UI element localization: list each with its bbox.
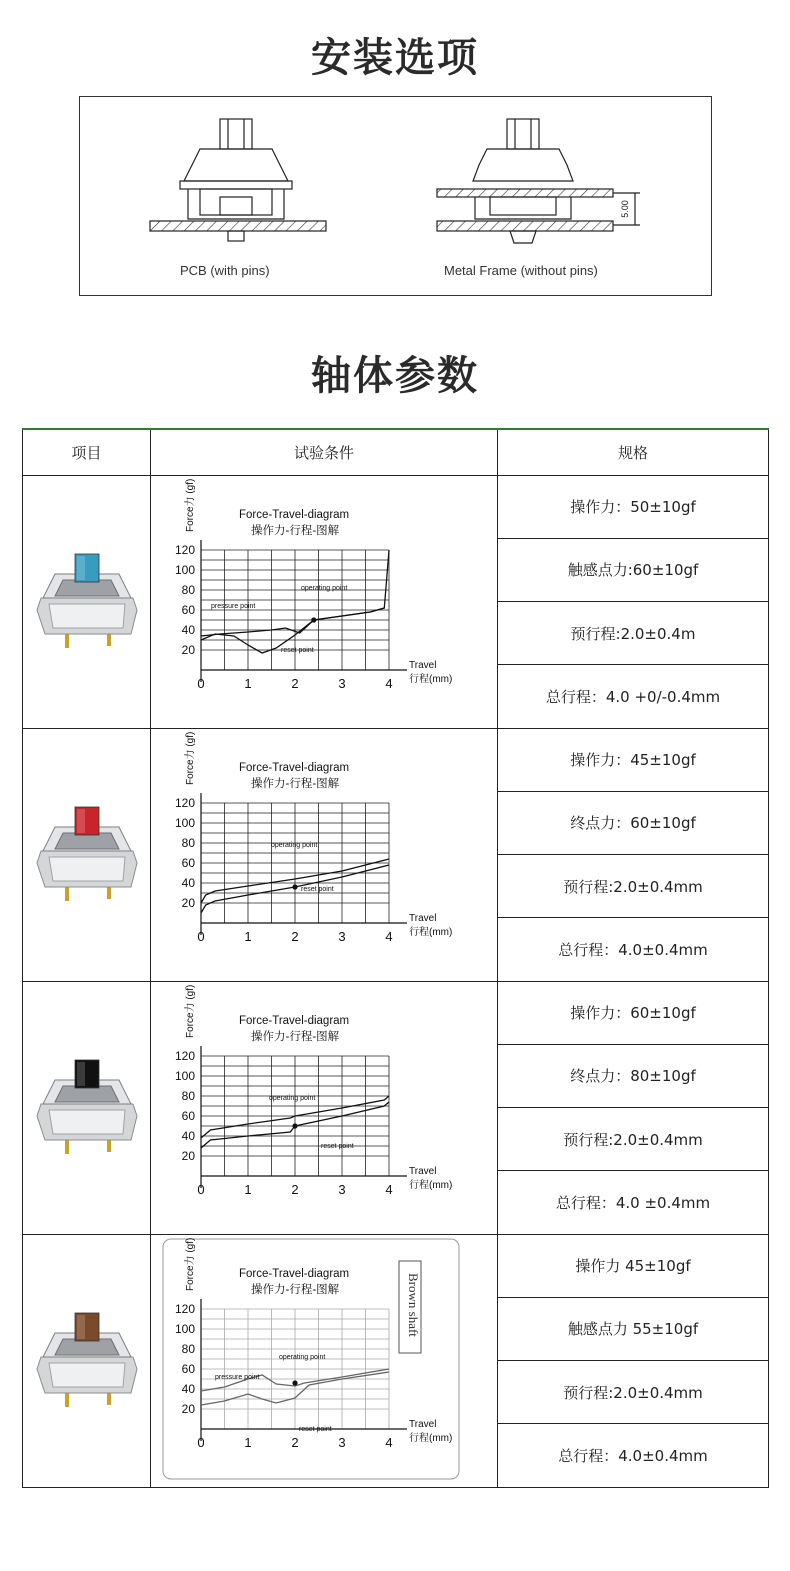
operating-point-marker	[292, 884, 297, 889]
spec-value: 触感点力 55±10gf	[498, 1297, 769, 1360]
x-tick-label: 3	[338, 675, 346, 691]
y-axis-label: Force力 (gf)	[185, 731, 196, 785]
params-section-title: 轴体参数	[311, 353, 479, 399]
operating-point-marker	[292, 1380, 297, 1385]
x-tick-label: 2	[291, 1181, 299, 1197]
force-travel-chart	[151, 982, 491, 1230]
switch-stem-highlight	[77, 556, 85, 580]
x-tick-label: 3	[338, 1434, 346, 1450]
spec-value: 预行程:2.0±0.4mm	[498, 855, 769, 918]
side-label: Brown shaft	[406, 1272, 421, 1337]
pcb-switch-drawing	[150, 119, 326, 241]
spec-value: 总行程：4.0 +0/-0.4mm	[498, 665, 769, 728]
y-tick-label: 120	[174, 542, 195, 557]
x-axis-label-zh: 行程(mm)	[409, 1432, 453, 1444]
chart-title: Force-Travel-diagram	[239, 1267, 350, 1280]
y-tick-label: 40	[181, 1381, 195, 1396]
switch-icon	[27, 540, 147, 660]
spec-value: 终点力：80±10gf	[498, 1044, 769, 1107]
x-tick-label: 0	[197, 1181, 205, 1197]
x-tick-label: 1	[244, 1434, 252, 1450]
spec-value: 操作力：60±10gf	[498, 981, 769, 1044]
force-travel-chart	[151, 1235, 491, 1483]
table-header-row	[23, 429, 769, 475]
pcb-label: PCB (with pins)	[180, 263, 270, 278]
x-tick-label: 2	[291, 1434, 299, 1450]
y-tick-label: 80	[181, 835, 195, 850]
switch-housing-inner	[49, 604, 125, 628]
x-tick-label: 4	[385, 1434, 393, 1450]
x-tick-label: 4	[385, 1181, 393, 1197]
spec-value: 预行程:2.0±0.4mm	[498, 1361, 769, 1424]
chart-subtitle: 操作力-行程-图解	[251, 777, 340, 790]
operating-point-marker	[292, 1123, 297, 1128]
install-options-panel	[79, 96, 712, 296]
spec-value: 预行程:2.0±0.4mm	[498, 1108, 769, 1171]
x-tick-label: 1	[244, 1181, 252, 1197]
series-line	[201, 608, 384, 636]
header-item: 项目	[23, 429, 151, 475]
y-tick-label: 100	[174, 1321, 195, 1336]
switch-top-shade	[55, 580, 119, 596]
x-axis-label: Travel	[409, 912, 437, 924]
header-spec: 规格	[498, 429, 769, 475]
y-tick-label: 100	[174, 815, 195, 830]
x-axis-label-zh: 行程(mm)	[409, 673, 453, 685]
switch-top-shade	[55, 1339, 119, 1355]
table-row	[23, 475, 769, 538]
switch-housing-inner	[49, 1110, 125, 1134]
x-tick-label: 3	[338, 1181, 346, 1197]
x-tick-label: 0	[197, 675, 205, 691]
params-table	[22, 428, 769, 1488]
chart-subtitle: 操作力-行程-图解	[251, 1283, 340, 1296]
chart-annotation: reset point	[299, 1425, 332, 1433]
spec-value: 触感点力:60±10gf	[498, 538, 769, 601]
table-row	[23, 981, 769, 1044]
chart-annotation: operating point	[271, 841, 318, 849]
switch-image-cell	[23, 728, 151, 981]
install-drawing	[80, 97, 713, 297]
switch-stem-highlight	[77, 809, 85, 833]
switch-image-cell	[23, 981, 151, 1234]
x-tick-label: 4	[385, 675, 393, 691]
x-tick-label: 2	[291, 675, 299, 691]
dimension-label: 5.00	[620, 200, 630, 218]
chart-annotation: operating point	[279, 1353, 326, 1361]
switch-stem-highlight	[77, 1062, 85, 1086]
y-tick-label: 40	[181, 1128, 195, 1143]
chart-annotation: pressure point	[211, 602, 256, 610]
chart-annotation: reset point	[321, 1142, 354, 1150]
y-tick-label: 120	[174, 1301, 195, 1316]
y-tick-label: 100	[174, 562, 195, 577]
frame-switch-drawing	[437, 119, 640, 243]
y-tick-label: 40	[181, 622, 195, 637]
switch-housing-inner	[49, 857, 125, 881]
spec-value: 预行程:2.0±0.4m	[498, 602, 769, 665]
operating-point-marker	[311, 617, 316, 622]
switch-stem-highlight	[77, 1315, 85, 1339]
y-axis-label: Force力 (gf)	[185, 478, 196, 532]
switch-icon	[27, 793, 147, 913]
chart-annotation: operating point	[269, 1094, 316, 1102]
x-tick-label: 1	[244, 928, 252, 944]
chart-annotation: reset point	[301, 885, 334, 893]
metal-frame-label: Metal Frame (without pins)	[444, 263, 598, 278]
x-axis-label: Travel	[409, 1165, 437, 1177]
switch-top-shade	[55, 833, 119, 849]
x-tick-label: 2	[291, 928, 299, 944]
y-tick-label: 20	[181, 642, 195, 657]
force-travel-chart-cell	[151, 475, 498, 728]
force-travel-chart-cell	[151, 1234, 498, 1487]
spec-value: 终点力：60±10gf	[498, 791, 769, 854]
table-row	[23, 728, 769, 791]
x-tick-label: 0	[197, 928, 205, 944]
x-axis-label-zh: 行程(mm)	[409, 926, 453, 938]
switch-housing-inner	[49, 1363, 125, 1387]
switch-image-cell	[23, 475, 151, 728]
force-travel-chart	[151, 729, 491, 977]
force-travel-chart	[151, 476, 491, 724]
y-tick-label: 40	[181, 875, 195, 890]
y-tick-label: 60	[181, 855, 195, 870]
y-tick-label: 120	[174, 1048, 195, 1063]
x-tick-label: 0	[197, 1434, 205, 1450]
chart-title: Force-Travel-diagram	[239, 1014, 350, 1027]
x-tick-label: 4	[385, 928, 393, 944]
switch-icon	[27, 1299, 147, 1419]
y-tick-label: 60	[181, 602, 195, 617]
y-tick-label: 80	[181, 582, 195, 597]
spec-value: 操作力 45±10gf	[498, 1234, 769, 1297]
x-axis-label: Travel	[409, 659, 437, 671]
y-tick-label: 20	[181, 1401, 195, 1416]
switch-top-shade	[55, 1086, 119, 1102]
y-tick-label: 100	[174, 1068, 195, 1083]
y-tick-label: 80	[181, 1341, 195, 1356]
table-row	[23, 1234, 769, 1297]
spec-value: 总行程：4.0 ±0.4mm	[498, 1171, 769, 1234]
force-travel-chart-cell	[151, 728, 498, 981]
y-tick-label: 80	[181, 1088, 195, 1103]
chart-subtitle: 操作力-行程-图解	[251, 524, 340, 537]
y-tick-label: 60	[181, 1361, 195, 1376]
switch-image-cell	[23, 1234, 151, 1487]
chart-title: Force-Travel-diagram	[239, 761, 350, 774]
spec-value: 操作力：45±10gf	[498, 728, 769, 791]
x-axis-label: Travel	[409, 1418, 437, 1430]
y-tick-label: 120	[174, 795, 195, 810]
chart-annotation: operating point	[301, 584, 348, 592]
spec-value: 总行程：4.0±0.4mm	[498, 1424, 769, 1487]
y-axis-label: Force力 (gf)	[185, 1237, 196, 1291]
force-travel-chart-cell	[151, 981, 498, 1234]
install-section-title: 安装选项	[311, 35, 479, 81]
chart-annotation: pressure point	[215, 1373, 260, 1381]
x-axis-label-zh: 行程(mm)	[409, 1179, 453, 1191]
header-test-condition: 试验条件	[151, 429, 498, 475]
y-tick-label: 20	[181, 895, 195, 910]
spec-value: 总行程：4.0±0.4mm	[498, 918, 769, 981]
switch-icon	[27, 1046, 147, 1166]
y-tick-label: 20	[181, 1148, 195, 1163]
chart-subtitle: 操作力-行程-图解	[251, 1030, 340, 1043]
spec-value: 操作力：50±10gf	[498, 475, 769, 538]
y-axis-label: Force力 (gf)	[185, 984, 196, 1038]
y-tick-label: 60	[181, 1108, 195, 1123]
x-tick-label: 3	[338, 928, 346, 944]
chart-annotation: reset point	[281, 646, 314, 654]
chart-title: Force-Travel-diagram	[239, 508, 350, 521]
x-tick-label: 1	[244, 675, 252, 691]
